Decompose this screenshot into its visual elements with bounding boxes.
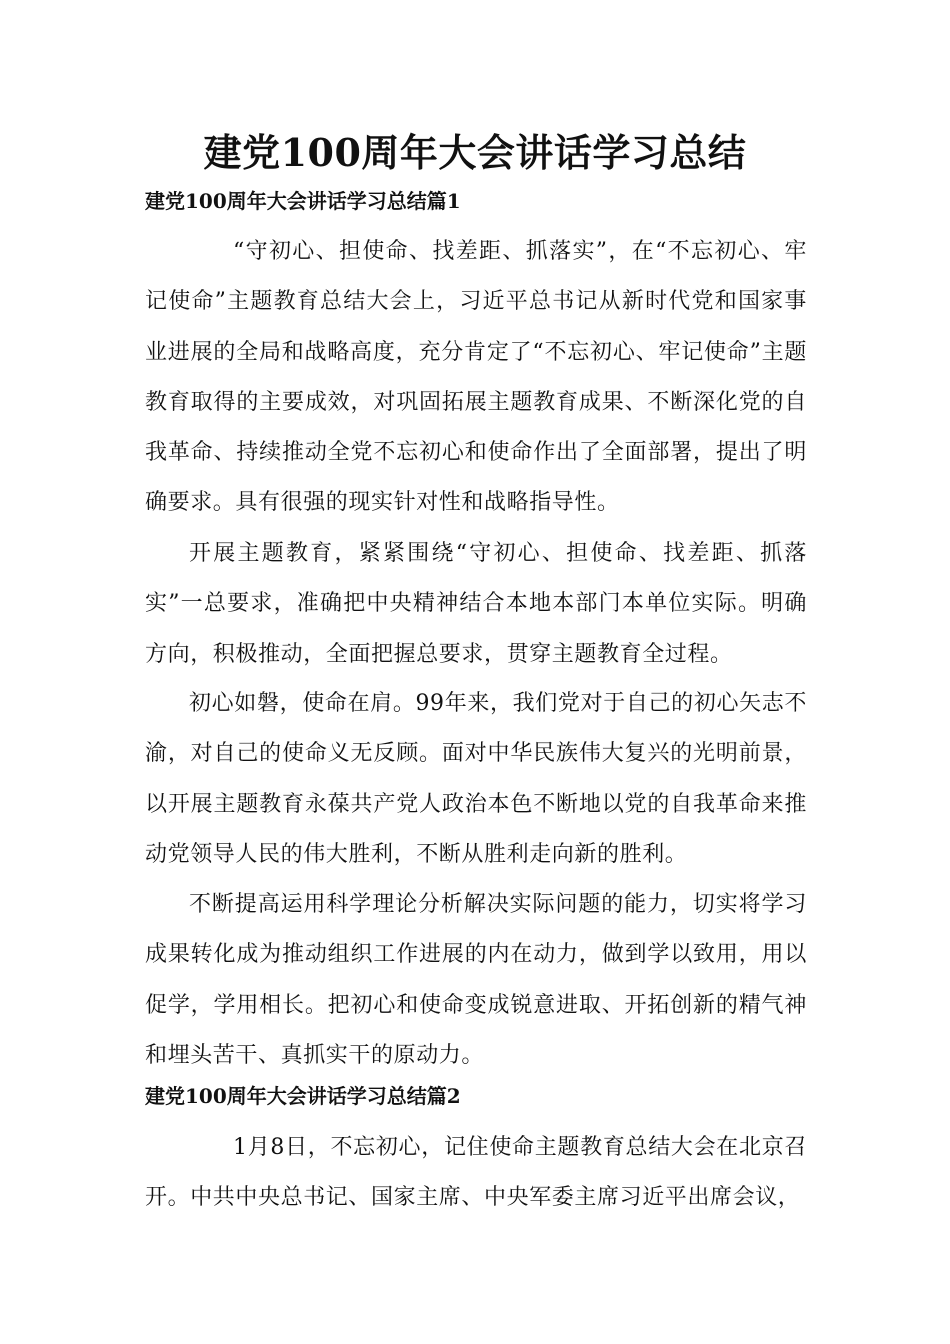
section-heading-2: 建党100周年大会讲话学习总结篇2 xyxy=(145,1084,461,1108)
document-title: 建党100周年大会讲话学习总结 xyxy=(203,130,747,175)
section-heading-1: 建党100周年大会讲话学习总结篇1 xyxy=(145,189,461,213)
paragraph: 不断提高运用科学理论分析解决实际问题的能力，切实将学习成果转化成为推动组织工作进展的内在动力，做到学以致用，用以促学，学用相长。把初心和使命变成锐意进取、开拓创新的精气神和埋头苦干、真抓实干的原动力。 xyxy=(145,892,807,1068)
paragraph: 1月8日，不忘初心，记住使命主题教育总结大会在北京召开。中共中央总书记、国家主席、中央军委主席习近平出席会议， xyxy=(145,1135,807,1211)
paragraph: 初心如磐，使命在肩。99年来，我们党对于自己的初心矢志不渝，对自己的使命义无反顾。面对中华民族伟大复兴的光明前景，以开展主题教育永葆共产党人政治本色不断地以党的自我革命来推动党领导人民的伟大胜利，不断从胜利走向新的胜利。 xyxy=(145,691,807,867)
paragraph: “守初心、担使命、找差距、抓落实”，在“不忘初心、牢记使命”主题教育总结大会上，习近平总书记从新时代党和国家事业进展的全局和战略高度，充分肯定了“不忘初心、牢记使命”主题教育取得的主要成效，对巩固拓展主题教育成果、不断深化党的自我革命、持续推动全党不忘初心和使命作出了全面部署，提出了明确要求。具有很强的现实针对性和战略指导性。 xyxy=(145,239,807,516)
paragraph: 开展主题教育，紧紧围绕“守初心、担使命、找差距、抓落实”一总要求，准确把中央精神结合本地本部门本单位实际。明确方向，积极推动，全面把握总要求，贯穿主题教育全过程。 xyxy=(145,541,807,667)
